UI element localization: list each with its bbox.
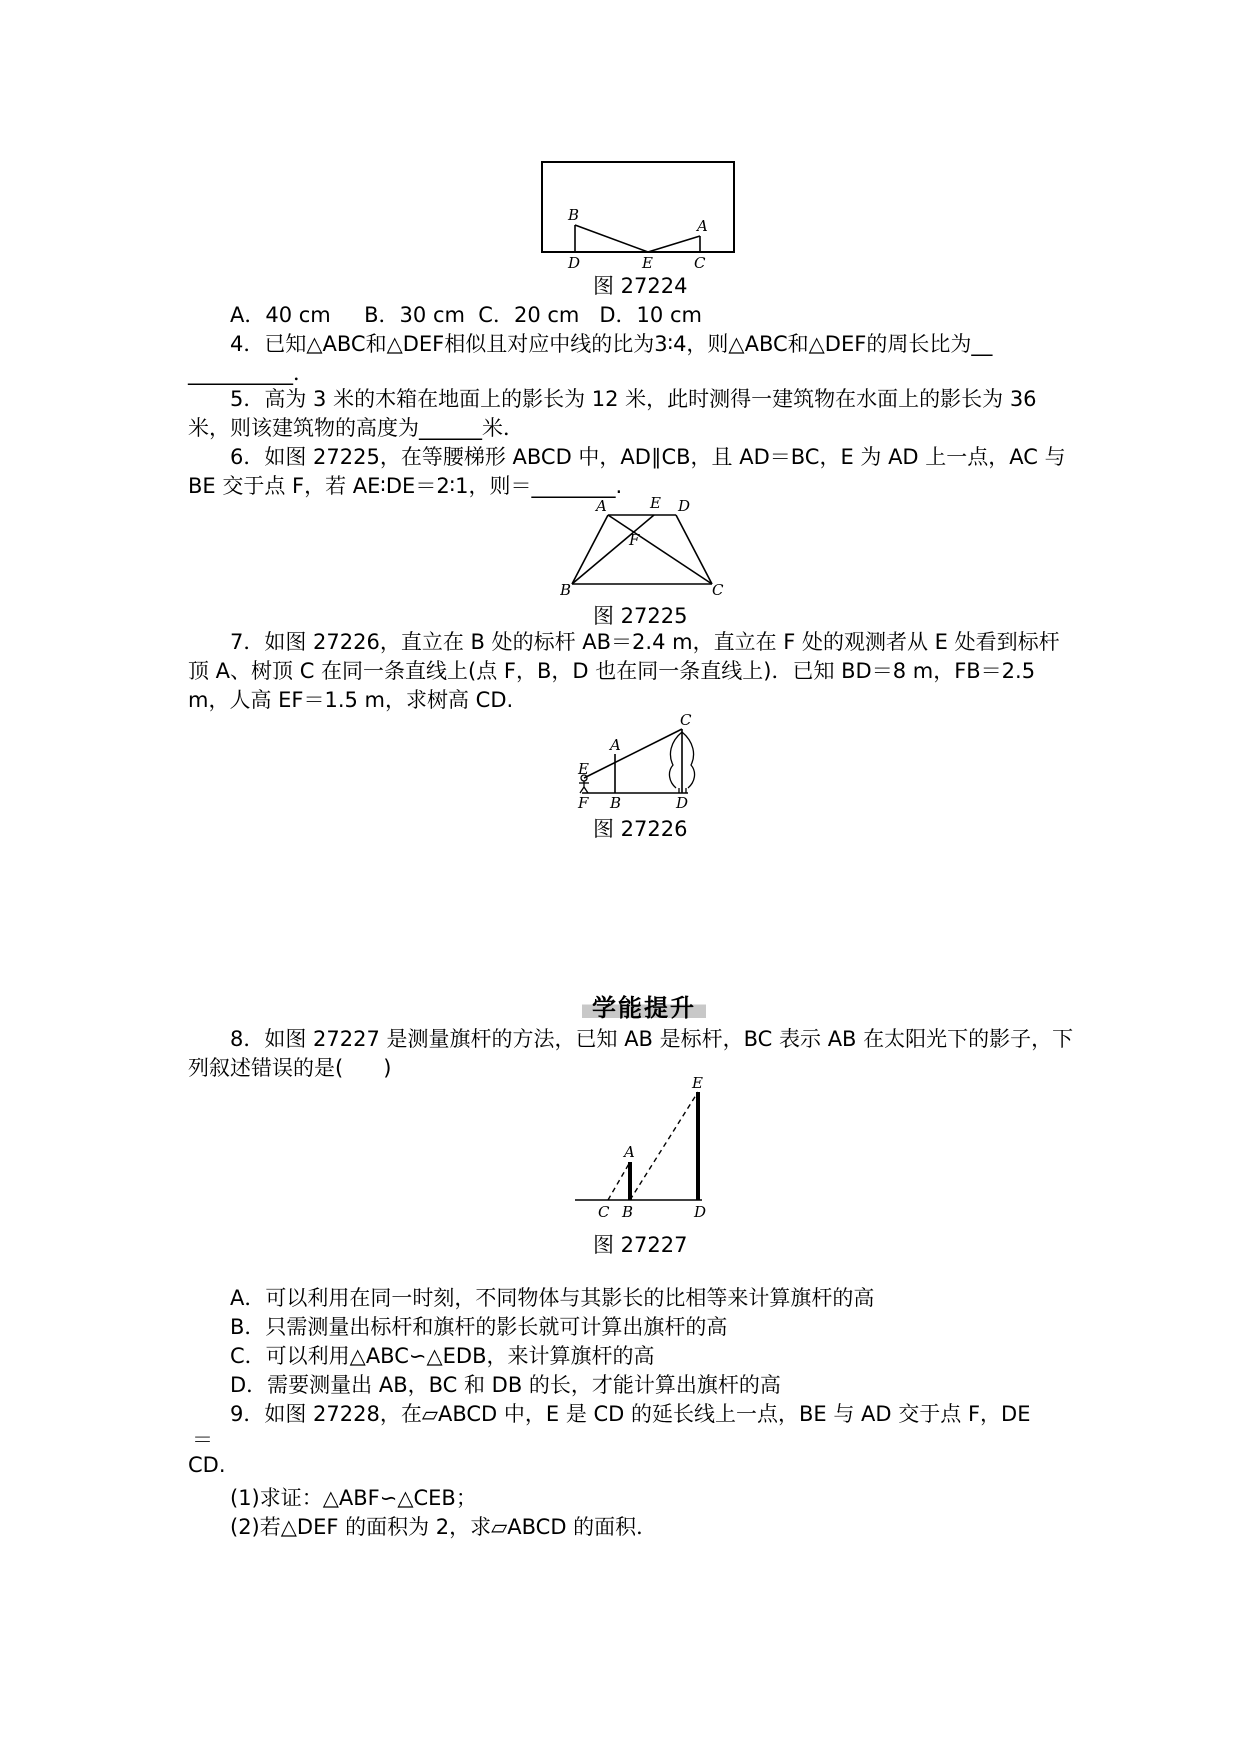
q8-option-D: D．需要测量出 AB，BC 和 DB 的长，才能计算出旗杆的高	[230, 1373, 781, 1397]
label-B: B	[622, 1203, 634, 1221]
q9-part2: (2)若△DEF 的面积为 2，求▱ABCD 的面积．	[230, 1515, 658, 1539]
q4-line1: 4．已知△ABC和△DEF相似且对应中线的比为3∶4，则△ABC和△DEF的周长比为__	[230, 332, 993, 356]
question-8: 8．如图 27227 是测量旗杆的方法，已知 AB 是标杆，BC 表示 AB 在太阳光下的影子，下列叙述错误的是( )	[188, 1027, 1074, 1080]
section-title: 学能提升	[582, 988, 706, 1018]
question-6: 6．如图 27225，在等腰梯形 ABCD 中，AD∥CB，且 AD＝BC，E 为 AD 上一点，AC 与 BE 交于点 F，若 AE∶DE＝2∶1，则＝________.	[188, 445, 1066, 498]
label-E: E	[650, 495, 661, 512]
figure-caption-27226: 图 27226	[593, 817, 688, 841]
figure-27226	[570, 710, 710, 810]
figure-27224	[540, 160, 740, 272]
label-B: B	[560, 581, 572, 599]
label-E: E	[642, 254, 653, 272]
label-A: A	[624, 1143, 635, 1161]
q8-option-C: C．可以利用△ABC∽△EDB，来计算旗杆的高	[230, 1344, 655, 1368]
label-D: D	[676, 794, 689, 810]
label-A: A	[697, 217, 708, 235]
figure-caption-27224: 图 27224	[593, 274, 688, 298]
label-F: F	[629, 531, 640, 549]
q9-line1: 9．如图 27228，在▱ABCD 中，E 是 CD 的延长线上一点，BE 与 AD 交于点 F，DE	[230, 1402, 1031, 1426]
label-E: E	[692, 1075, 703, 1092]
label-C: C	[598, 1203, 610, 1221]
label-A: A	[610, 736, 621, 754]
q9-line3: CD.	[188, 1453, 226, 1477]
question-7: 7．如图 27226，直立在 B 处的标杆 AB＝2.4 m，直立在 F 处的观测者从 E 处看到标杆顶 A、树顶 C 在同一条直线上(点 F，B，D 也在同一条直线上)．已知 BD＝8 m，FB＝2.5 m，人高 EF＝1.5 m，求树高 CD.	[188, 630, 1060, 712]
figure-27227	[570, 1075, 720, 1230]
figure-caption-27227: 图 27227	[593, 1233, 688, 1257]
label-B: B	[568, 206, 580, 224]
label-B: B	[610, 794, 622, 810]
q4-line2: __________．	[188, 361, 314, 385]
q3-options: A．40 cm B．30 cm C．20 cm D．10 cm	[230, 303, 702, 327]
q8-option-A: A．可以利用在同一时刻，不同物体与其影长的比相等来计算旗杆的高	[230, 1286, 875, 1310]
question-5: 5．高为 3 米的木箱在地面上的影长为 12 米，此时测得一建筑物在水面上的影长为 36 米，则该建筑物的高度为______米．	[188, 387, 1037, 440]
q9-line2: ＝	[192, 1428, 213, 1452]
label-C: C	[680, 711, 692, 729]
label-E: E	[578, 760, 589, 778]
label-D: D	[694, 1203, 707, 1221]
label-C: C	[712, 581, 724, 599]
label-D: D	[568, 254, 581, 272]
figure-caption-27225: 图 27225	[593, 604, 688, 628]
label-D: D	[678, 497, 691, 515]
label-A: A	[596, 497, 607, 515]
label-F: F	[578, 794, 589, 810]
label-C: C	[694, 254, 706, 272]
figure-27225	[560, 495, 730, 600]
q9-part1: (1)求证：△ABF∽△CEB；	[230, 1486, 477, 1510]
q8-option-B: B．只需测量出标杆和旗杆的影长就可计算出旗杆的高	[230, 1315, 728, 1339]
